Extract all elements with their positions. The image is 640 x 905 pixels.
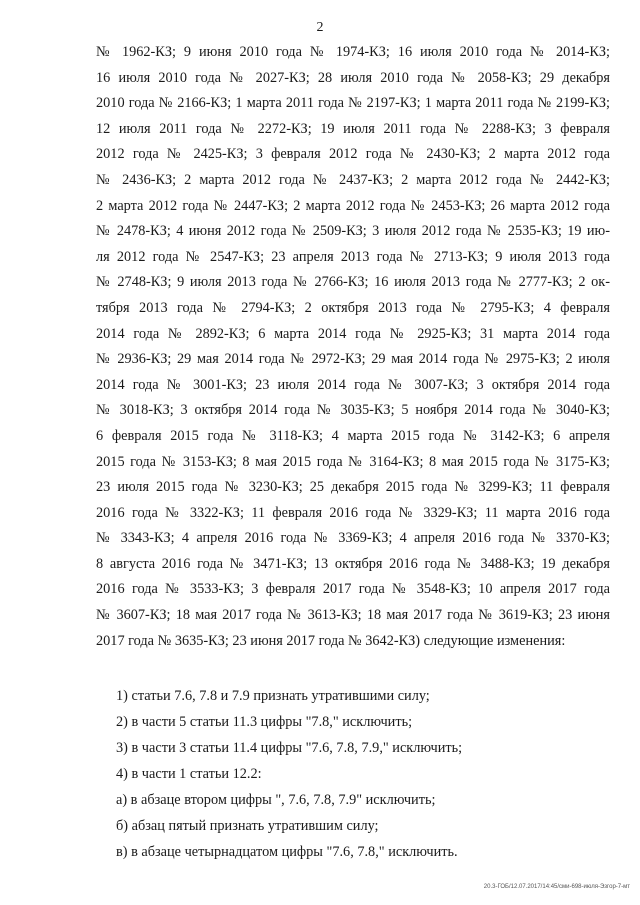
text-line: 2016 года № 3322-КЗ; 11 февраля 2016 года № 3329-КЗ; 11 марта 2016 года (96, 504, 610, 521)
list-item: 3) в части 3 статьи 11.4 цифры "7.6, 7.8, 7.9," исключить; (116, 740, 463, 756)
text-line: ля 2012 года № 2547-КЗ; 23 апреля 2013 года № 2713-КЗ; 9 июля 2013 года (96, 248, 610, 265)
list-item: 1) статьи 7.6, 7.8 и 7.9 признать утратившими силу; (116, 688, 430, 704)
list-item: б) абзац пятый признать утратившим силу; (116, 818, 379, 834)
text-line: № 2436-КЗ; 2 марта 2012 года № 2437-КЗ; 2 марта 2012 года № 2442-КЗ; (96, 171, 610, 188)
text-line: 8 августа 2016 года № 3471-КЗ; 13 октября 2016 года № 3488-КЗ; 19 декабря (96, 555, 610, 572)
text-line: 2014 года № 2892-КЗ; 6 марта 2014 года № 2925-КЗ; 31 марта 2014 года (96, 325, 610, 342)
text-line: 2017 года № 3635-КЗ; 23 июня 2017 года № 3642-КЗ) следующие изменения: (96, 632, 566, 649)
list-item: 4) в части 1 статьи 12.2: (116, 766, 262, 782)
text-line: 2015 года № 3153-КЗ; 8 мая 2015 года № 3164-КЗ; 8 мая 2015 года № 3175-КЗ; (96, 453, 610, 470)
text-line: № 3607-КЗ; 18 мая 2017 года № 3613-КЗ; 18 мая 2017 года № 3619-КЗ; 23 июня (96, 607, 610, 624)
text-line: № 3018-КЗ; 3 октября 2014 года № 3035-КЗ; 5 ноября 2014 года № 3040-КЗ; (96, 402, 610, 419)
list-item: 2) в части 5 статьи 11.3 цифры "7.8," исключить; (116, 714, 413, 730)
text-line: № 1962-КЗ; 9 июня 2010 года № 1974-КЗ; 16 июля 2010 года № 2014-КЗ; (96, 44, 610, 60)
text-line: 12 июля 2011 года № 2272-КЗ; 19 июля 2011 года № 2288-КЗ; 3 февраля (96, 120, 610, 137)
text-line: тября 2013 года № 2794-КЗ; 2 октября 2013 года № 2795-КЗ; 4 февраля (96, 299, 610, 316)
text-line: № 2936-КЗ; 29 мая 2014 года № 2972-КЗ; 29 мая 2014 года № 2975-КЗ; 2 июля (96, 351, 610, 368)
list-item: а) в абзаце втором цифры ", 7.6, 7.8, 7.9" исключить; (116, 792, 436, 808)
text-line: 23 июля 2015 года № 3230-КЗ; 25 декабря 2015 года № 3299-КЗ; 11 февраля (96, 479, 610, 496)
text-line: № 2748-КЗ; 9 июля 2013 года № 2766-КЗ; 16 июля 2013 года № 2777-КЗ; 2 ок- (96, 274, 610, 291)
text-line: 2014 года № 3001-КЗ; 23 июля 2014 года № 3007-КЗ; 3 октября 2014 года (96, 376, 610, 393)
list-item: в) в абзаце четырнадцатом цифры "7.6, 7.8," исключить. (116, 844, 458, 860)
page-number: 2 (316, 20, 324, 35)
body-text (96, 40, 610, 654)
text-line: № 3343-КЗ; 4 апреля 2016 года № 3369-КЗ; 4 апреля 2016 года № 3370-КЗ; (96, 530, 610, 547)
text-line: 6 февраля 2015 года № 3118-КЗ; 4 марта 2015 года № 3142-КЗ; 6 апреля (96, 427, 610, 444)
text-line: 2 марта 2012 года № 2447-КЗ; 2 марта 2012 года № 2453-КЗ; 26 марта 2012 года (96, 197, 610, 214)
text-line: 16 июля 2010 года № 2027-КЗ; 28 июля 2010 года № 2058-КЗ; 29 декабря (96, 69, 610, 86)
text-line: № 2478-КЗ; 4 июня 2012 года № 2509-КЗ; 3 июля 2012 года № 2535-КЗ; 19 ию- (96, 223, 610, 240)
document-footer: 20.3-ГОБ/12.07.2017/14:45/сми-698-июля-Эзгор-7-мт (483, 884, 630, 890)
text-line: 2010 года № 2166-КЗ; 1 марта 2011 года № 2197-КЗ; 1 марта 2011 года № 2199-КЗ; (96, 95, 610, 112)
text-line: 2012 года № 2425-КЗ; 3 февраля 2012 года № 2430-КЗ; 2 марта 2012 года (96, 146, 610, 163)
text-line: 2016 года № 3533-КЗ; 3 февраля 2017 года № 3548-КЗ; 10 апреля 2017 года (96, 581, 610, 598)
